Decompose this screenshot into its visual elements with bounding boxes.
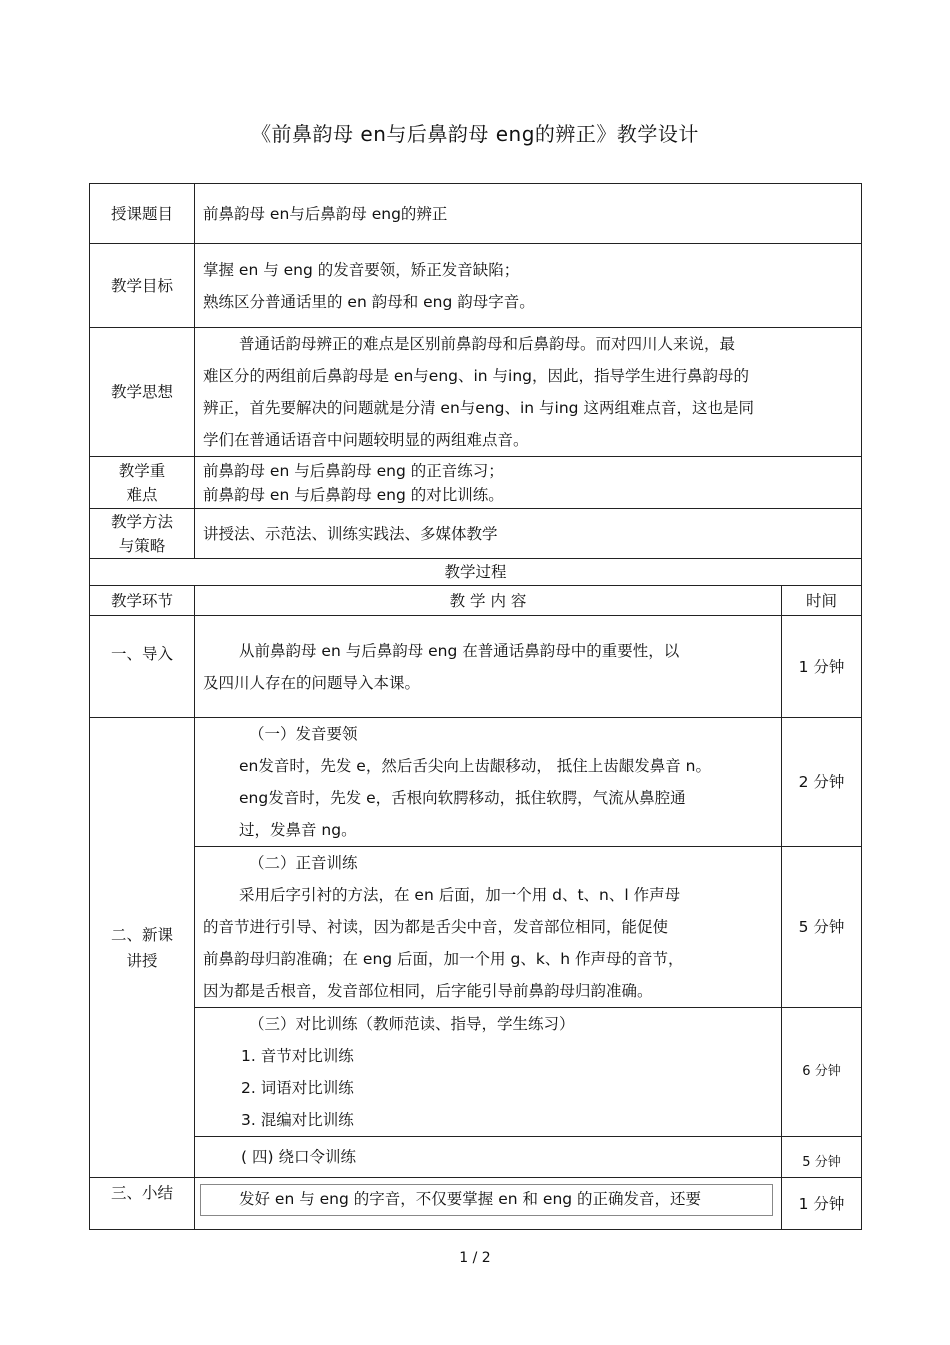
part2-line: 采用后字引衬的方法，在 en 后面，加一个用 d、t、n、l 作声母	[239, 886, 681, 904]
method-label	[90, 509, 195, 559]
lesson-plan-table	[89, 183, 862, 1230]
part2-line: 的音节进行引导、衬读，因为都是舌尖中音，发音部位相同，能促使	[203, 918, 669, 936]
method-row	[90, 509, 862, 559]
process-header-row	[90, 559, 862, 586]
new-part1-row	[90, 718, 862, 847]
key-line: 前鼻韵母 en 与后鼻韵母 eng 的对比训练。	[203, 485, 504, 504]
col-content-header: 教 学 内 容	[195, 586, 782, 616]
new-stage-line: 讲授	[126, 951, 158, 970]
intro-row	[90, 616, 862, 718]
goals-line: 掌握 en 与 eng 的发音要领，矫正发音缺陷；	[203, 260, 520, 279]
idea-line: 难区分的两组前后鼻韵母是 en与eng、in 与ing，因此，指导学生进行鼻韵母的	[203, 367, 750, 385]
part4-heading: ( 四) 绕口令训练	[241, 1148, 356, 1166]
part2-line: 前鼻韵母归韵准确；在 eng 后面，加一个用 g、k、h 作声母的音节，	[203, 950, 684, 968]
topic-content: 前鼻韵母 en与后鼻韵母 eng的辨正	[195, 184, 862, 244]
idea-line: 学们在普通话语音中问题较明显的两组难点音。	[203, 431, 529, 449]
method-content: 讲授法、示范法、训练实践法、多媒体教学	[195, 509, 862, 559]
part2-line: 因为都是舌根音，发音部位相同，后字能引导前鼻韵母归韵准确。	[203, 982, 653, 1000]
intro-content	[195, 616, 782, 718]
summary-stage: 三、小结	[90, 1178, 195, 1230]
new-stage	[90, 718, 195, 1178]
part1-line: en发音时，先发 e，然后舌尖向上齿龈移动， 抵住上齿龈发鼻音 n。	[239, 757, 712, 775]
idea-line: 辨正，首先要解决的问题就是分清 en与eng、in 与ing 这两组难点音，这也是同	[203, 399, 754, 417]
summary-content	[195, 1178, 782, 1230]
new-part3-row	[90, 1008, 862, 1137]
method-label-line: 教学方法	[110, 512, 173, 531]
part2-heading: （二）正音训练	[249, 854, 358, 872]
new-part3-content	[195, 1008, 782, 1137]
page-number: 1 / 2	[459, 1250, 491, 1266]
part3-item: 1. 音节对比训练	[241, 1047, 354, 1065]
goals-row	[90, 244, 862, 328]
summary-time: 1 分钟	[782, 1178, 862, 1230]
process-header: 教学过程	[90, 559, 862, 586]
new-part4-row	[90, 1137, 862, 1178]
intro-time: 1 分钟	[782, 616, 862, 718]
document-title: 《前鼻韵母 en与后鼻韵母 eng的辨正》教学设计	[251, 122, 699, 146]
idea-line: 普通话韵母辨正的难点是区别前鼻韵母和后鼻韵母。而对四川人来说，最	[239, 335, 736, 353]
part3-time: 6 分钟	[782, 1008, 862, 1137]
part1-line: eng发音时，先发 e，舌根向软腭移动，抵住软腭，气流从鼻腔通	[239, 789, 686, 807]
key-content	[195, 457, 862, 509]
part3-item: 2. 词语对比训练	[241, 1079, 354, 1097]
summary-row	[90, 1178, 862, 1230]
intro-line: 及四川人存在的问题导入本课。	[203, 673, 421, 692]
summary-line: 发好 en 与 eng 的字音，不仅要掌握 en 和 eng 的正确发音，还要	[200, 1184, 773, 1216]
key-line: 前鼻韵母 en 与后鼻韵母 eng 的正音练习；	[203, 461, 504, 480]
topic-label: 授课题目	[90, 184, 195, 244]
topic-row	[90, 184, 862, 244]
part3-heading: （三）对比训练（教师范读、指导，学生练习）	[249, 1015, 575, 1033]
new-stage-line: 二、新课	[110, 925, 173, 944]
part1-heading: （一）发音要领	[249, 725, 358, 743]
idea-label: 教学思想	[90, 328, 195, 457]
part3-item: 3. 混编对比训练	[241, 1111, 354, 1129]
new-part1-content	[195, 718, 782, 847]
goals-line: 熟练区分普通话里的 en 韵母和 eng 韵母字音。	[203, 292, 535, 311]
part1-line: 过，发鼻音 ng。	[239, 821, 357, 839]
intro-stage: 一、导入	[90, 616, 195, 718]
col-stage-header: 教学环节	[90, 586, 195, 616]
goals-content	[195, 244, 862, 328]
key-label	[90, 457, 195, 509]
part2-time: 5 分钟	[782, 847, 862, 1008]
key-row	[90, 457, 862, 509]
method-label-line: 与策略	[118, 536, 166, 555]
idea-content	[195, 328, 862, 457]
idea-row	[90, 328, 862, 457]
key-label-line: 难点	[126, 485, 158, 504]
process-columns-row	[90, 586, 862, 616]
key-label-line: 教学重	[118, 461, 166, 480]
intro-line: 从前鼻韵母 en 与后鼻韵母 eng 在普通话鼻韵母中的重要性，以	[239, 641, 680, 660]
part1-time: 2 分钟	[782, 718, 862, 847]
goals-label: 教学目标	[90, 244, 195, 328]
col-time-header: 时间	[782, 586, 862, 616]
new-part4-content	[195, 1137, 782, 1178]
part4-time: 5 分钟	[782, 1137, 862, 1178]
new-part2-row	[90, 847, 862, 1008]
new-part2-content	[195, 847, 782, 1008]
